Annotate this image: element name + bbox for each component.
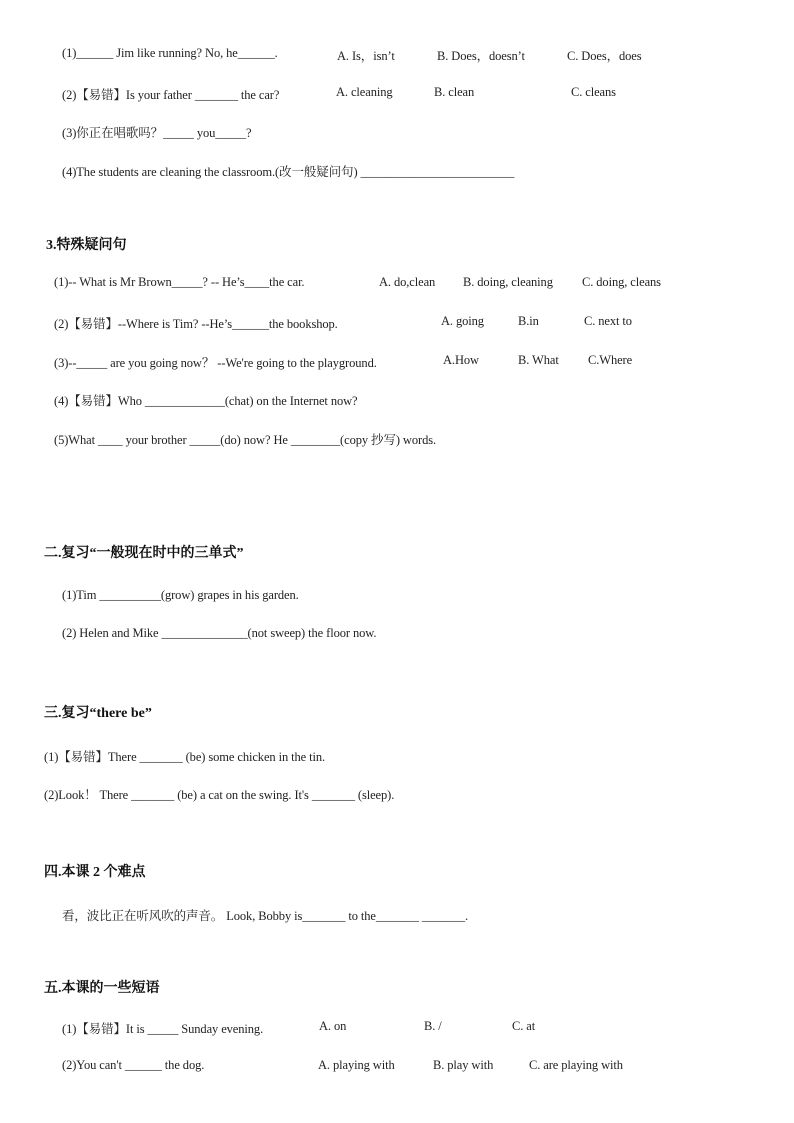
option-a: A. do,clean bbox=[379, 275, 436, 289]
question-stem: (3)你正在唱歌吗？_____ you_____? bbox=[62, 126, 252, 140]
option-c: C. cleans bbox=[571, 85, 616, 99]
question-stem: (3)--_____ are you going now？ --We're going to the playground. bbox=[54, 356, 377, 370]
option-b: B. What bbox=[518, 353, 559, 367]
question-row bbox=[62, 85, 279, 103]
option-c: C. are playing with bbox=[529, 1058, 623, 1072]
question-stem: (2) Helen and Mike ______________(not sweep) the floor now. bbox=[62, 626, 377, 640]
section-title: 二.复习“一般现在时中的三单式” bbox=[44, 546, 244, 561]
option-b: B. play with bbox=[433, 1058, 494, 1072]
question-stem: (2)【易错】Is your father _______ the car? bbox=[62, 88, 280, 102]
question-stem: (2)Look！ There _______ (be) a cat on the swing. It's _______ (sleep). bbox=[44, 788, 395, 802]
section-title: 三.复习“there be” bbox=[44, 706, 152, 721]
option-c: C. doing, cleans bbox=[582, 275, 661, 289]
question-stem: (1)Tim __________(grow) grapes in his garden. bbox=[62, 588, 299, 602]
option-c: C. next to bbox=[584, 314, 632, 328]
option-c: C. at bbox=[512, 1019, 536, 1033]
option-a: A. going bbox=[441, 314, 484, 328]
question-stem: (4)The students are cleaning the classroom.(改一般疑问句) _________________________ bbox=[62, 165, 515, 179]
option-a: A. Is，isn’t bbox=[337, 49, 395, 63]
question-stem: 看，波比正在听风吹的声音。 Look, Bobby is_______ to the_______ _______. bbox=[62, 909, 469, 923]
option-a: A. cleaning bbox=[336, 85, 393, 99]
section-title: 五.本课的一些短语 bbox=[44, 981, 160, 996]
question-stem: (4)【易错】Who _____________(chat) on the Internet now? bbox=[54, 394, 358, 408]
section-title: 四.本课 2 个难点 bbox=[44, 865, 146, 880]
option-a: A.How bbox=[443, 353, 479, 367]
question-stem: (1)-- What is Mr Brown_____? -- He’s____the car. bbox=[54, 275, 305, 289]
option-b: B. Does，doesn’t bbox=[437, 49, 525, 63]
option-b: B. clean bbox=[434, 85, 475, 99]
question-stem: (2)You can't ______ the dog. bbox=[62, 1058, 205, 1072]
question-stem: (5)What ____ your brother _____(do) now? He ________(copy 抄写) words. bbox=[54, 433, 437, 447]
question-row bbox=[62, 123, 252, 141]
option-b: B.in bbox=[518, 314, 539, 328]
option-c: C. Does，does bbox=[567, 49, 642, 63]
question-row bbox=[62, 162, 514, 180]
option-a: A. playing with bbox=[318, 1058, 395, 1072]
question-stem: (1)【易错】It is _____ Sunday evening. bbox=[62, 1022, 264, 1036]
question-row bbox=[62, 46, 278, 61]
question-stem: (1)______ Jim like running? No, he______. bbox=[62, 46, 278, 60]
question-stem: (2)【易错】--Where is Tim? --He’s______the bookshop. bbox=[54, 317, 338, 331]
question-stem: (1)【易错】There _______ (be) some chicken in the tin. bbox=[44, 750, 326, 764]
option-b: B. doing, cleaning bbox=[463, 275, 553, 289]
section-title: 3.特殊疑问句 bbox=[46, 238, 127, 253]
option-a: A. on bbox=[319, 1019, 347, 1033]
option-c: C.Where bbox=[588, 353, 633, 367]
option-b: B. / bbox=[424, 1019, 442, 1033]
